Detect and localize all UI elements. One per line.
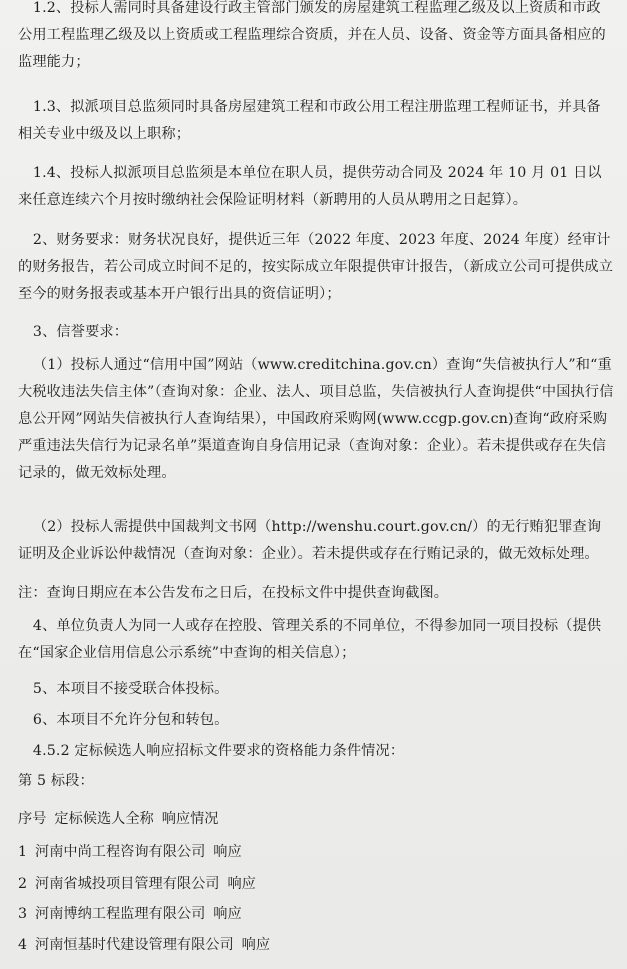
table-row xyxy=(18,933,614,957)
response-status: 响应 xyxy=(241,937,271,953)
table-header-status: 响应情况 xyxy=(161,811,219,827)
paragraph-3-credit-heading: 3、信誉要求： xyxy=(32,324,129,340)
table-row xyxy=(18,840,614,864)
table-row xyxy=(18,902,614,926)
row-number: 2 xyxy=(18,876,28,892)
section-label: 第 5 标段： xyxy=(18,773,94,789)
paragraph-2-financial: 2、财务要求：财务状况良好，提供近三年（2022 年度、2023 年度、2024 年度）经审计的财务报告，若公司成立时间不足的，按实际成立年限提供审计报告，（新成立公司可提供成立至今的财务报表或基本开户银行出具的资信证明）； xyxy=(18,232,614,302)
response-status: 响应 xyxy=(213,906,242,922)
paragraph-note: 注：查询日期应在本公告发布之日后，在投标文件中提供查询截图。 xyxy=(18,585,449,601)
paragraph-3-2-judgment-query: （2）投标人需提供中国裁判文书网（http://wenshu.court.gov.cn/）的无行贿犯罪查询证明及企业诉讼仲裁情况（查询对象：企业）。若未提供或存在行贿记录的，做无效标处理。 xyxy=(18,519,602,562)
candidate-name: 河南省城投项目管理有限公司 xyxy=(35,876,220,892)
row-number: 1 xyxy=(18,844,28,860)
paragraph-1-3-chief-supervisor: 1.3、拟派项目总监须同时具备房屋建筑工程和市政公用工程注册监理工程师证书，并具备相关专业中级及以上职称； xyxy=(18,99,601,142)
candidate-name: 河南博纳工程监理有限公司 xyxy=(35,906,206,922)
paragraph-4-related-units: 4、单位负责人为同一人或存在控股、管理关系的不同单位，不得参加同一项目投标（提供在“国家企业信用信息公示系统”中查询的相关信息）； xyxy=(18,618,602,661)
response-status: 响应 xyxy=(213,844,242,860)
paragraph-5-consortium: 5、本项目不接受联合体投标。 xyxy=(32,681,229,697)
paragraph-1-4-social-insurance: 1.4、投标人拟派项目总监须是本单位在职人员，提供劳动合同及 2024 年 10 月 01 日以来任意连续六个月按时缴纳社会保险证明材料（新聘用的人员从聘用之日起算）。 xyxy=(18,165,602,208)
paragraph-4-5-2-heading: 4.5.2 定标候选人响应招标文件要求的资格能力条件情况： xyxy=(32,743,405,759)
paragraph-1-2-qualification: 1.2、投标人需同时具备建设行政主管部门颁发的房屋建筑工程监理乙级及以上资质和市政公用工程监理乙级及以上资质或工程监理综合资质，并在人员、设备、资金等方面具备相应的监理能力； xyxy=(18,0,606,70)
candidate-name: 河南恒基时代建设管理有限公司 xyxy=(35,937,234,953)
paragraph-6-subcontract: 6、本项目不允许分包和转包。 xyxy=(32,712,229,728)
response-status: 响应 xyxy=(227,876,256,892)
row-number: 3 xyxy=(18,906,28,922)
table-header xyxy=(18,807,614,831)
table-header-no: 序号 xyxy=(18,811,47,827)
row-number: 4 xyxy=(18,937,28,953)
table-header-name: 定标候选人全称 xyxy=(54,811,154,827)
candidate-name: 河南中尚工程咨询有限公司 xyxy=(35,844,206,860)
table-row xyxy=(18,872,614,896)
paragraph-3-1-credit-query: （1）投标人通过“信用中国”网站（www.creditchina.gov.cn）查询“失信被执行人”和“重大税收违法失信主体”（查询对象：企业、法人、项目总监，失信被执行人查询提供“中国执行信息公开网”网站失信被执行人查询结果），中国政府采购网(www.ccgp.gov.cn)查询“政府采购严重违法失信行为记录名单”渠道查询自身信用记录（查询对象：企业）。若未提供或存在失信记录的，做无效标处理。 xyxy=(18,357,614,481)
